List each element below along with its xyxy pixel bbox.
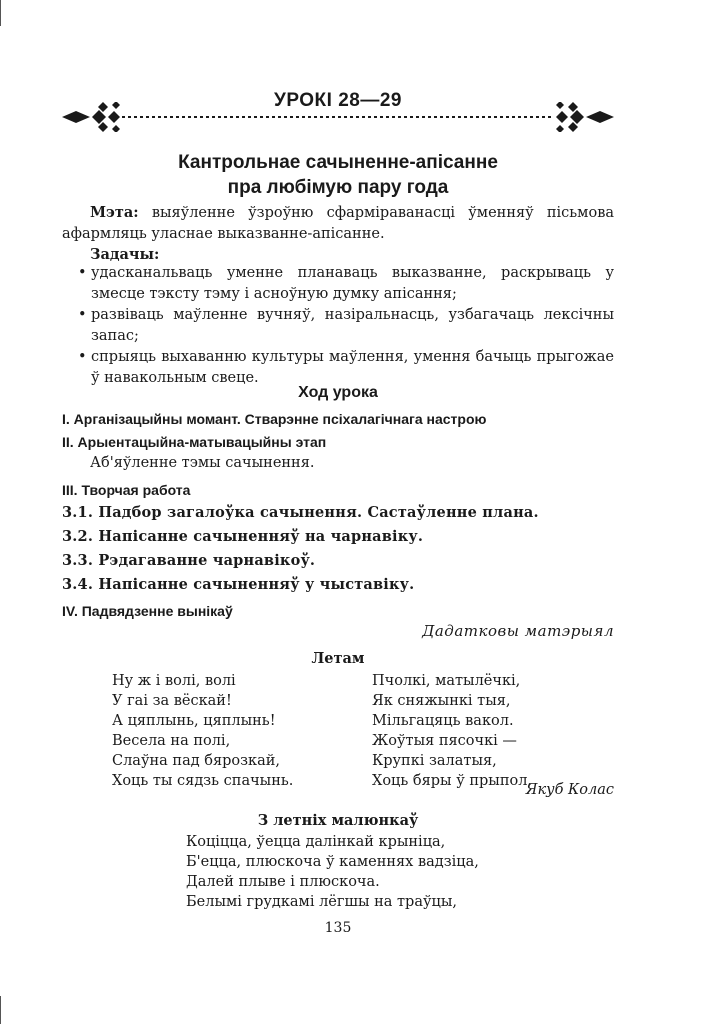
poem-line: Весела на полі, [112,733,231,749]
stage-2-heading: II. Арыентацыйна-матывацыйны этап [62,434,327,450]
substep-3-2: 3.2. Напісанне сачыненняў на чарнавіку. [62,528,424,545]
goal-label: Мэта: [90,204,139,221]
substep-3-1: 3.1. Падбор загалоўка сачынення. Састаўленне плана. [62,504,539,521]
goal-text: выяўленне ўзроўню сфарміраванасці ўменняў пісьмова афармляць уласнае выказванне-апісанне. [62,205,614,242]
poem-line: А цяплынь, цяплынь! [112,713,276,729]
page-number: 135 [324,920,352,936]
substep-3-3: 3.3. Рэдагаванне чарнавікоў. [62,552,316,569]
stage-1-heading: I. Арганізацыйны момант. Стварэнне псіхалагічнага настрою [62,411,487,427]
poem-1-left-stanza [112,671,293,791]
poem-line: Ну ж і волі, волі [112,673,236,689]
ornament-diamond-icon [62,111,90,123]
tasks-list [78,263,614,389]
poem-line: Пчолкі, матылёчкі, [372,673,521,689]
essay-title-line-1: Кантрольнае сачыненне-апісанне [178,152,498,173]
poem-line: Мільгацяць вакол. [372,713,514,729]
poem-1-right-stanza [372,671,532,791]
poem-1-author: Якуб Колас [525,782,614,798]
goal-paragraph [62,202,614,245]
poem-line: Коціцца, ўецца далінкай крыніца, [186,834,446,850]
essay-title [62,150,614,200]
stage-2-text: Аб'яўленне тэмы сачынення. [90,455,315,471]
poem-2-stanza [186,832,479,912]
crop-mark-bottom [0,996,1,1024]
poem-line: Крупкі залатыя, [372,753,497,769]
poem-2-title: З летніх малюнкаў [257,812,419,829]
poem-line: Хоць бяры ў прыпол. [372,773,533,789]
stage-3-heading: III. Творчая работа [62,482,191,498]
poem-line: У гаі за вёскай! [112,693,232,709]
poem-line: Белымі грудкамі лёгшы на траўцы, [186,894,457,910]
poem-line: Хоць ты сядзь спачынь. [112,773,294,789]
essay-title-line-2: пра любімую пару года [227,177,449,198]
extra-material-label: Дадатковы матэрыял [422,622,614,640]
poem-line: Слаўна пад бярозкай, [112,753,281,769]
substep-3-4: 3.4. Напісанне сачыненняў у чыставіку. [62,576,415,593]
ornament-divider [62,102,614,132]
stage-4-heading: IV. Падвядзенне вынікаў [62,603,233,619]
poem-line: Як сняжынкі тыя, [372,693,511,709]
poem-line: Б'ецца, плюскоча ў каменнях вадзіца, [186,854,479,870]
list-item: • удасканальваць уменне планаваць выказванне, раскрываць у змесце тэксту тэму і асноўную думку апісання; [78,263,614,305]
poem-1-title: Летам [311,650,365,667]
list-item: • развіваць маўленне вучняў, назіральнасць, узбагачаць лексічны запас; [78,305,614,347]
list-item: • спрыяць выхаванню культуры маўлення, умення бачыць прыгожае ў навакольным свеце. [78,347,614,389]
poem-line: Жоўтыя пясочкі — [372,733,517,749]
lesson-title: УРОКІ 28—29 [274,90,402,111]
lesson-progress-title: Ход урока [298,384,378,401]
crop-mark-top [0,0,1,26]
poem-line: Далей плыве і плюскоча. [186,874,380,890]
tasks-label: Задачы: [90,246,160,263]
